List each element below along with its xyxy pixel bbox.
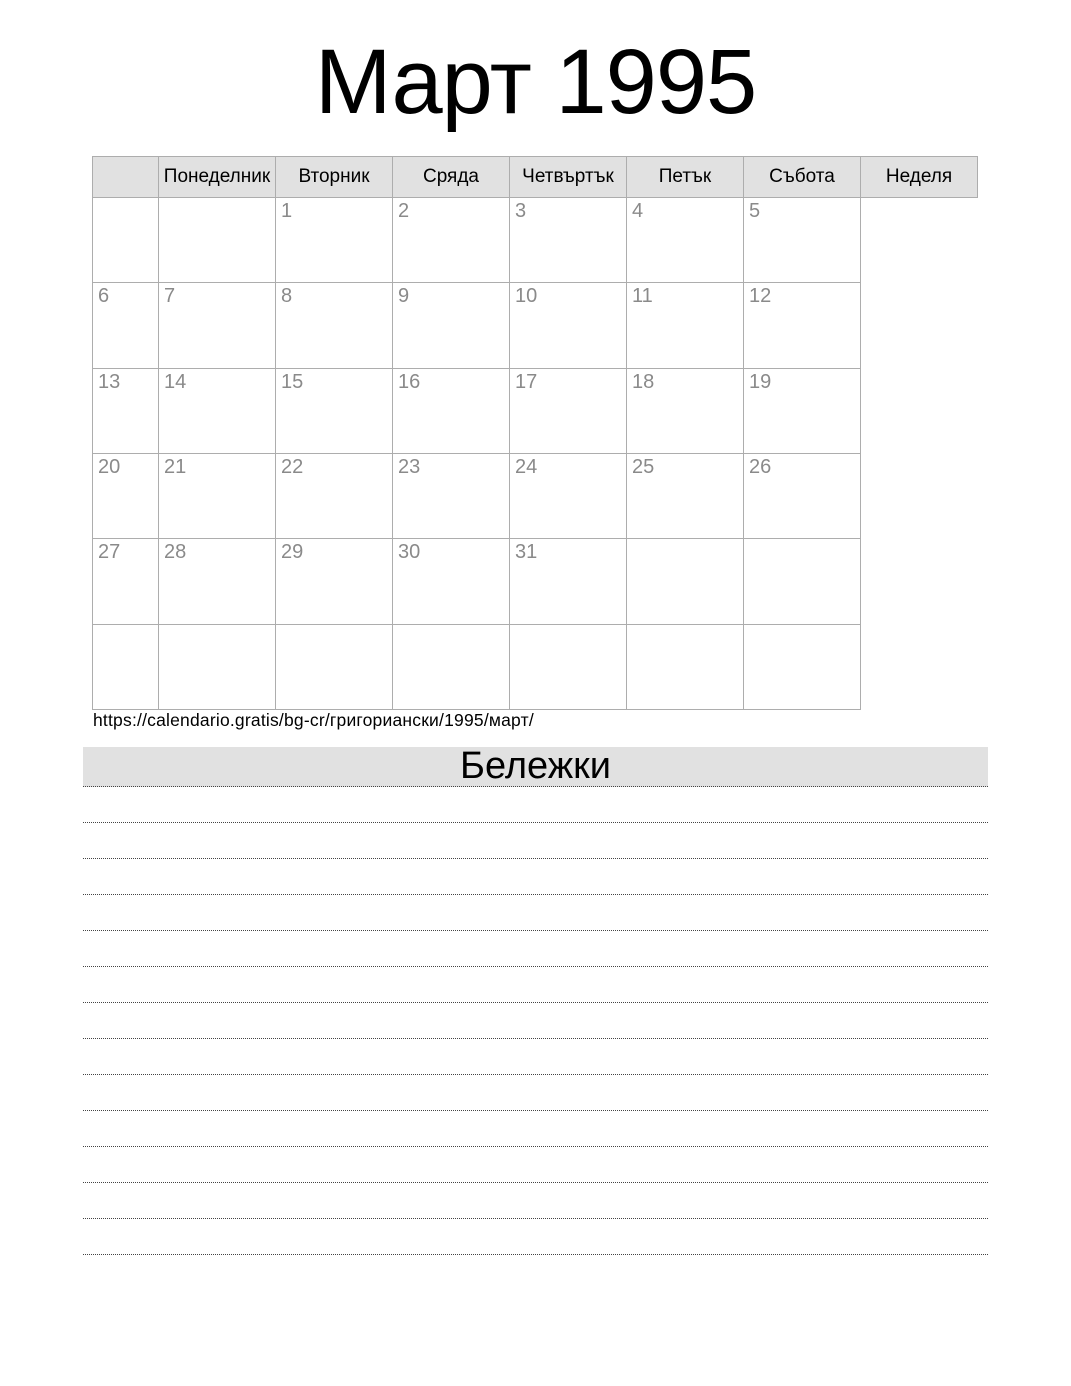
day-cell-13: [93, 368, 159, 453]
day-number: 25: [632, 455, 655, 478]
page-title: Март 1995: [314, 31, 757, 133]
day-cell-30: [393, 539, 510, 624]
day-number: 5: [749, 200, 761, 222]
day-cell-7: [159, 283, 276, 368]
note-line-3: [83, 859, 988, 895]
day-cell-20: [93, 453, 159, 538]
day-cell-18: [627, 368, 744, 453]
day-number: 31: [515, 541, 538, 564]
day-cell-14: [159, 368, 276, 453]
note-line-12: [83, 1183, 988, 1219]
day-number: 3: [515, 200, 527, 222]
day-number: 26: [749, 455, 772, 478]
note-line-2: [83, 823, 988, 859]
day-number: 20: [98, 455, 121, 478]
week-row-5: [93, 539, 978, 624]
day-cell-22: [276, 453, 393, 538]
day-number: 21: [164, 455, 187, 478]
day-cell-empty: [93, 624, 159, 709]
day-cell-6: [93, 283, 159, 368]
day-number: 19: [749, 370, 772, 393]
day-number: 1: [281, 200, 293, 222]
day-cell-empty: [744, 624, 861, 709]
weekday-header-3: Сряда: [393, 157, 510, 198]
weekday-header-7: Неделя: [861, 157, 978, 198]
day-cell-8: [276, 283, 393, 368]
day-number: 17: [515, 370, 538, 393]
day-number: 11: [632, 285, 653, 308]
calendar-table: [92, 156, 978, 710]
day-cell-2: [393, 198, 510, 283]
day-cell-17: [510, 368, 627, 453]
day-number: 10: [515, 285, 538, 308]
calendar-body: [93, 198, 978, 710]
day-cell-empty: [510, 624, 627, 709]
day-cell-12: [744, 283, 861, 368]
note-line-7: [83, 1003, 988, 1039]
day-cell-3: [510, 198, 627, 283]
day-cell-27: [93, 539, 159, 624]
day-cell-23: [393, 453, 510, 538]
weekday-header-1: Понеделник: [159, 157, 276, 198]
day-number: 22: [281, 455, 304, 478]
day-number: 12: [749, 285, 772, 308]
week-row-1: [93, 198, 978, 283]
note-line-5: [83, 931, 988, 967]
day-number: 6: [98, 285, 110, 308]
weekday-header-2: Вторник: [276, 157, 393, 198]
day-cell-empty: [393, 624, 510, 709]
day-cell-24: [510, 453, 627, 538]
week-row-3: [93, 368, 978, 453]
weekday-header-4: Четвъртък: [510, 157, 627, 198]
day-number: 2: [398, 200, 410, 222]
day-cell-1: [276, 198, 393, 283]
day-cell-29: [276, 539, 393, 624]
note-line-6: [83, 967, 988, 1003]
day-cell-5: [744, 198, 861, 283]
source-url: https://calendario.gratis/bg-cr/григориански/1995/март/: [93, 710, 534, 730]
day-cell-16: [393, 368, 510, 453]
day-cell-11: [627, 283, 744, 368]
note-line-13: [83, 1219, 988, 1255]
day-number: 23: [398, 455, 421, 478]
day-number: 7: [164, 285, 176, 308]
calendar-corner-cell: [93, 157, 159, 198]
day-number: 18: [632, 370, 655, 393]
day-cell-25: [627, 453, 744, 538]
day-number: 28: [164, 541, 187, 564]
day-cell-31: [510, 539, 627, 624]
day-number: 30: [398, 541, 421, 564]
note-line-8: [83, 1039, 988, 1075]
notes-header: [83, 747, 988, 787]
day-cell-empty: [627, 539, 744, 624]
day-number: 9: [398, 285, 410, 308]
day-cell-empty: [159, 198, 276, 283]
day-number: 8: [281, 285, 293, 308]
notes-area: [83, 787, 988, 1255]
day-cell-empty: [744, 539, 861, 624]
day-number: 14: [164, 370, 187, 393]
day-number: 13: [98, 370, 121, 393]
day-cell-4: [627, 198, 744, 283]
week-row-6: [93, 624, 978, 709]
day-number: 16: [398, 370, 421, 393]
day-number: 29: [281, 541, 304, 564]
note-line-9: [83, 1075, 988, 1111]
note-line-4: [83, 895, 988, 931]
day-number: 15: [281, 370, 304, 393]
day-cell-empty: [627, 624, 744, 709]
note-line-11: [83, 1147, 988, 1183]
week-row-4: [93, 453, 978, 538]
day-cell-9: [393, 283, 510, 368]
day-cell-28: [159, 539, 276, 624]
weekday-header-row: [93, 157, 978, 198]
day-cell-empty: [276, 624, 393, 709]
weekday-header-5: Петък: [627, 157, 744, 198]
notes-title: Бележки: [460, 745, 611, 787]
day-cell-21: [159, 453, 276, 538]
day-cell-10: [510, 283, 627, 368]
note-line-1: [83, 787, 988, 823]
day-cell-26: [744, 453, 861, 538]
note-line-10: [83, 1111, 988, 1147]
day-number: 24: [515, 455, 538, 478]
day-cell-empty: [159, 624, 276, 709]
week-row-2: [93, 283, 978, 368]
day-number: 27: [98, 541, 121, 564]
day-cell-15: [276, 368, 393, 453]
day-number: 4: [632, 200, 644, 222]
day-cell-empty: [93, 198, 159, 283]
weekday-header-6: Събота: [744, 157, 861, 198]
day-cell-19: [744, 368, 861, 453]
